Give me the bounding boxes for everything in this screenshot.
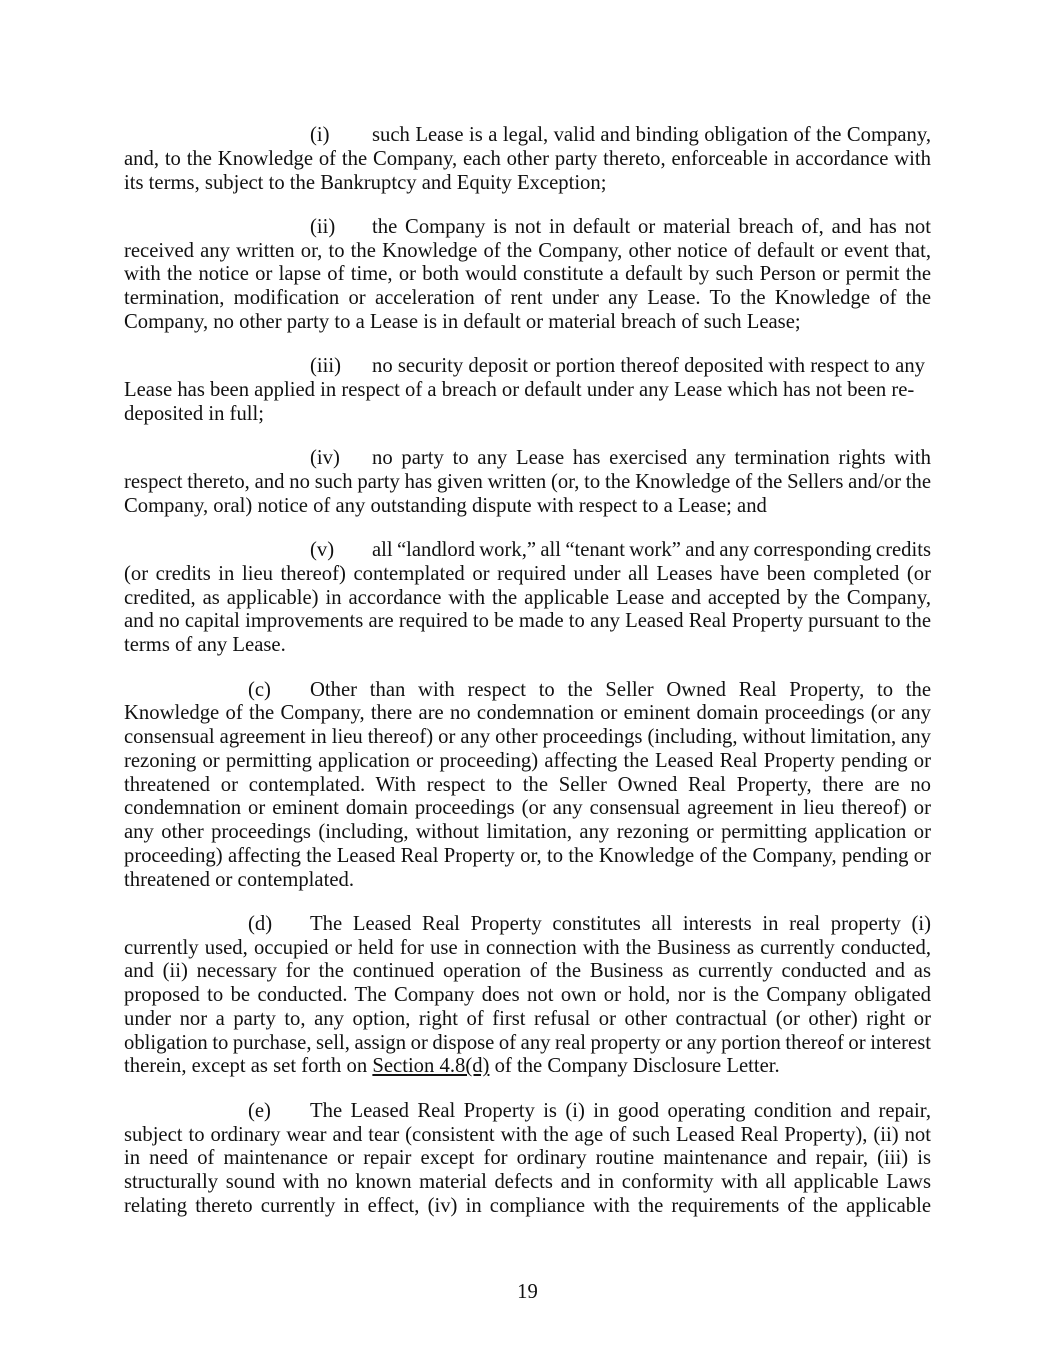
clause-first-line (124, 913, 931, 937)
clause-first-line (124, 124, 931, 148)
clause-v (124, 539, 931, 658)
clause-label: (i) (310, 124, 330, 146)
clause-text-line: consensual agreement in lieu thereof) or any other proceedings (including, without limitation, any (124, 726, 931, 749)
clause-text-line: threatened or contemplated. With respect to the Seller Owned Real Property, there are no (124, 773, 931, 796)
clause-text-line: threatened or contemplated. (124, 868, 354, 891)
clause-label: (iv) (310, 447, 340, 470)
clause-text-line: Company, no other party to a Lease is in default or material breach of such Lease; (124, 310, 801, 333)
clause-label: (e) (248, 1099, 271, 1122)
clause-first-line (124, 1100, 931, 1124)
clause-text-line: such Lease is a legal, valid and binding obligation of the Company, (372, 124, 931, 146)
clause-text-segment: therein, except as set forth on (124, 1055, 368, 1078)
clause-text-line: any other proceedings (including, without limitation, any rezoning or permitting application or (124, 821, 931, 844)
clause-text-line: the Company is not in default or material breach of, and has not (372, 215, 931, 238)
clause-text-line (124, 1055, 931, 1079)
clause-e (124, 1100, 931, 1219)
clause-text-line: and no capital improvements are required to be made to any Leased Real Property pursuant to the (124, 610, 931, 633)
clause-first-line (124, 216, 931, 240)
clause-text-line: terms of any Lease. (124, 634, 286, 657)
clause-text-segment: of the Company Disclosure Letter. (494, 1055, 780, 1078)
clause-d (124, 913, 931, 1079)
clause-text-line: obligation to purchase, sell, assign or dispose of any real property or any portion thereof or interest (124, 1031, 931, 1054)
clause-label: (c) (248, 678, 271, 701)
clause-text-line: no party to any Lease has exercised any termination rights with (372, 447, 931, 470)
clause-text-line: proposed to be conducted. The Company does not own or hold, nor is the Company obligated (124, 984, 931, 1007)
clause-text-line: its terms, subject to the Bankruptcy and Equity Exception; (124, 171, 607, 194)
clause-text-line: structurally sound with no known material defects and in conformity with all applicable Laws (124, 1171, 931, 1194)
clause-text-line: Knowledge of the Company, there are no condemnation or eminent domain proceedings (or any (124, 702, 931, 725)
clause-text-line: and (ii) necessary for the continued operation of the Business as currently conducted and as (124, 960, 931, 983)
clause-first-line (124, 679, 931, 703)
clause-text-line: subject to ordinary wear and tear (consistent with the age of such Leased Real Property), (ii) not (124, 1123, 931, 1146)
clause-iv (124, 447, 931, 518)
clause-text-line: respect thereto, and no such party has given written (or, to the Knowledge of the Sellers and/or the (124, 470, 931, 493)
clause-label: (d) (248, 912, 273, 935)
clause-label: (ii) (310, 215, 336, 238)
clause-label: (iii) (310, 355, 341, 378)
clause-text-line: all “landlord work,” all “tenant work” and any corresponding credits (372, 539, 931, 562)
page-number: 19 (517, 1281, 538, 1303)
clause-first-line (124, 447, 931, 471)
clause-text-line: with the notice or lapse of time, or both would constitute a default by such Person or permit the (124, 263, 931, 286)
clause-text-line: under nor a party to, any option, right of first refusal or other contractual (or other) right or (124, 1007, 931, 1030)
clause-c (124, 679, 931, 893)
clause-text-line: Lease has been applied in respect of a breach or default under any Lease which has not been re- (124, 379, 915, 402)
clause-text-line: in need of maintenance or repair except for ordinary routine maintenance and repair, (iii) is (124, 1147, 931, 1170)
clause-text-line: relating thereto currently in effect, (iv) in compliance with the requirements of the applicable (124, 1194, 931, 1217)
clause-text-line: deposited in full; (124, 402, 264, 425)
clause-text-line: currently used, occupied or held for use in connection with the Business as currently conducted, (124, 936, 931, 959)
clause-text-line: Other than with respect to the Seller Owned Real Property, to the (310, 678, 931, 701)
clause-first-line (124, 355, 931, 379)
clause-ii (124, 216, 931, 335)
clause-text-line: The Leased Real Property is (i) in good operating condition and repair, (310, 1099, 931, 1122)
section-reference: Section 4.8(d) (372, 1055, 490, 1078)
clause-text-line: condemnation or eminent domain proceedings (or any consensual agreement in lieu thereof) or (124, 797, 931, 820)
clause-text-line: rezoning or permitting application or proceeding) affecting the Leased Real Property pending or (124, 749, 931, 772)
clause-label: (v) (310, 539, 335, 562)
clause-text-line: no security deposit or portion thereof deposited with respect to any (372, 355, 925, 378)
clause-text-line: proceeding) affecting the Leased Real Property or, to the Knowledge of the Company, pending or (124, 844, 931, 867)
clause-text-line: The Leased Real Property constitutes all interests in real property (i) (310, 912, 931, 935)
clause-iii (124, 355, 931, 426)
clause-text-line: and, to the Knowledge of the Company, each other party thereto, enforceable in accordance with (124, 147, 931, 170)
clause-text-line: credited, as applicable) in accordance with the applicable Lease and accepted by the Company, (124, 586, 931, 609)
document-body (124, 124, 931, 1239)
clause-text-line: (or credits in lieu thereof) contemplated or required under all Leases have been completed (or (124, 562, 931, 585)
clause-i (124, 124, 931, 195)
clause-text-line: termination, modification or acceleration of rent under any Lease. To the Knowledge of the (124, 287, 931, 310)
clause-text-line: received any written or, to the Knowledge of the Company, other notice of default or event that, (124, 239, 931, 262)
clause-first-line (124, 539, 931, 563)
clause-text-line: Company, oral) notice of any outstanding dispute with respect to a Lease; and (124, 494, 767, 517)
